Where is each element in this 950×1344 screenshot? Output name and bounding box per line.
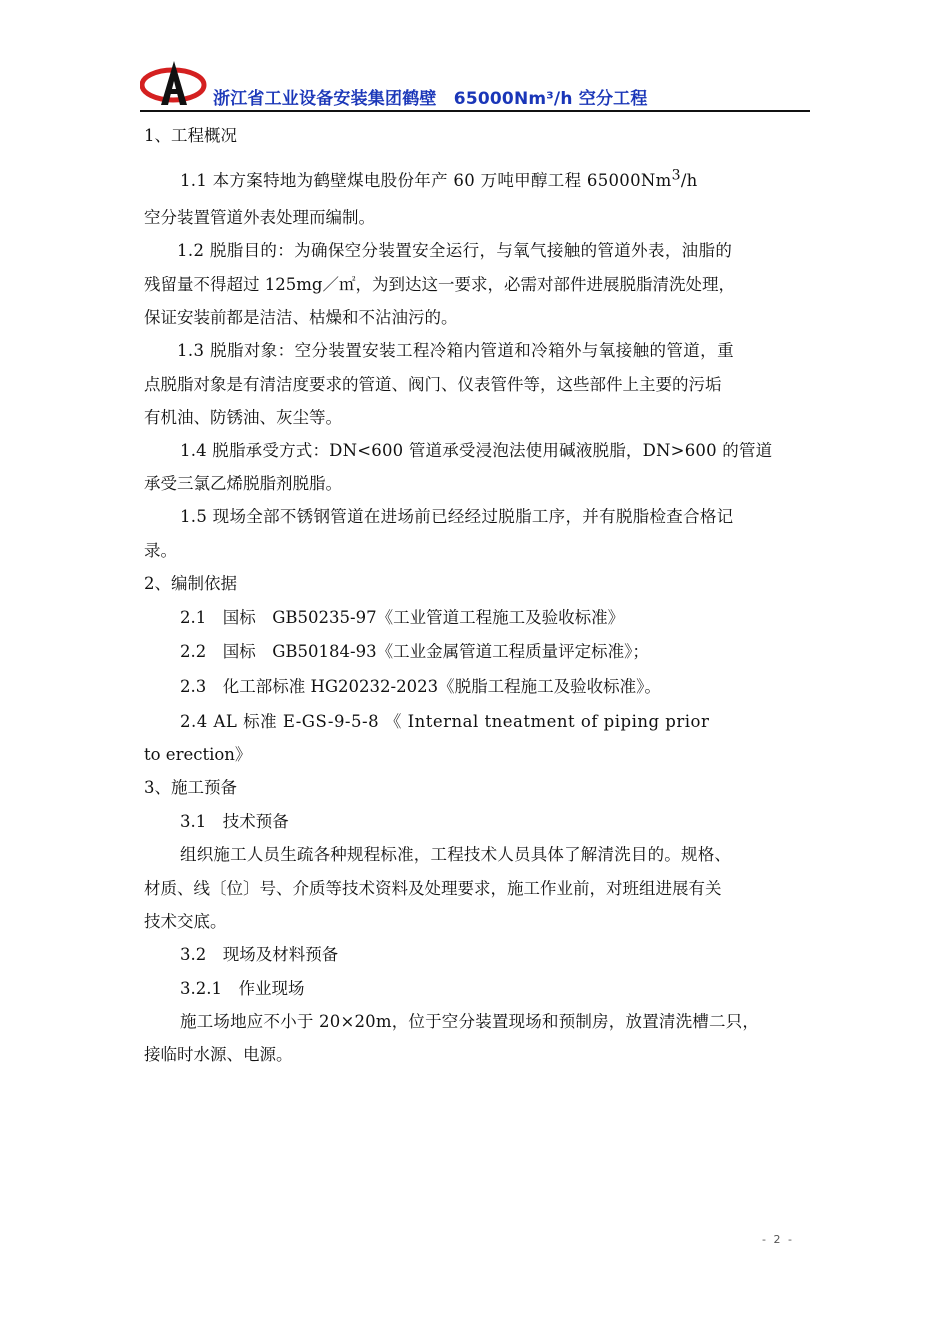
subsection-3-2-1-heading: 3.2.1 作业现场 bbox=[180, 979, 305, 998]
paragraph-1-4-line-1: 1.4 脱脂承受方式：DN<600 管道承受浸泡法使用碱液脱脂，DN>600 的管道 bbox=[180, 441, 773, 460]
reference-2-2: 2.2 国标 GB50184-93《工业金属管道工程质量评定标准》； bbox=[180, 642, 649, 661]
section-3-heading: 3、施工预备 bbox=[144, 778, 237, 797]
company-logo-icon bbox=[140, 55, 210, 107]
section-1-heading: 1、工程概况 bbox=[144, 126, 237, 145]
paragraph-1-5-line-1: 1.5 现场全部不锈钢管道在进场前已经经过脱脂工序，并有脱脂检查合格记 bbox=[180, 507, 734, 526]
reference-2-1: 2.1 国标 GB50235-97《工业管道工程施工及验收标准》 bbox=[180, 608, 625, 627]
header-title: 浙江省工业设备安装集团鹤壁 65000Nm³/h 空分工程 bbox=[213, 89, 648, 109]
reference-2-3: 2.3 化工部标准 HG20232-2023《脱脂工程施工及验收标准》。 bbox=[180, 677, 661, 696]
paragraph-1-1 bbox=[180, 167, 698, 191]
paragraph-1-1-cont: 空分装置管道外表处理而编制。 bbox=[144, 208, 375, 227]
paragraph-1-3-line-2: 点脱脂对象是有清洁度要求的管道、阀门、仪表管件等，这些部件上主要的污垢 bbox=[144, 375, 722, 394]
paragraph-1-3-line-3: 有机油、防锈油、灰尘等。 bbox=[144, 408, 342, 427]
page-header bbox=[140, 55, 810, 113]
paragraph-1-5-line-2: 录。 bbox=[144, 541, 177, 560]
paragraph-3-2-1-line-1: 施工场地应不小于 20×20m，位于空分装置现场和预制房，放置清洗槽二只， bbox=[180, 1012, 760, 1031]
subsection-3-1-heading: 3.1 技术预备 bbox=[180, 812, 289, 831]
paragraph-1-2-line-3: 保证安装前都是洁洁、枯燥和不沾油污的。 bbox=[144, 308, 458, 327]
paragraph-3-1-line-2: 材质、线〔位〕号、介质等技术资料及处理要求，施工作业前，对班组进展有关 bbox=[144, 879, 722, 898]
subsection-3-2-heading: 3.2 现场及材料预备 bbox=[180, 945, 339, 964]
paragraph-3-2-1-line-2: 接临时水源、电源。 bbox=[144, 1045, 293, 1064]
paragraph-1-2-line-1: 1.2 脱脂目的：为确保空分装置安全运行，与氧气接触的管道外表，油脂的 bbox=[177, 241, 733, 260]
header-divider bbox=[140, 110, 810, 112]
paragraph-3-1-line-3: 技术交底。 bbox=[144, 912, 227, 931]
paragraph-1-4-line-2: 承受三氯乙烯脱脂剂脱脂。 bbox=[144, 474, 342, 493]
paragraph-3-1-line-1: 组织施工人员生疏各种规程标准，工程技术人员具体了解清洗目的。规格、 bbox=[180, 845, 732, 864]
paragraph-1-1-text: 1.1 本方案特地为鹤壁煤电股份年产 60 万吨甲醇工程 65000Nm bbox=[180, 171, 672, 190]
section-2-heading: 2、编制依据 bbox=[144, 574, 237, 593]
reference-2-4-line-2: to erection》 bbox=[144, 745, 252, 764]
reference-2-4-line-1: 2.4 AL 标准 E-GS-9-5-8 《 Internal tneatment of piping prior bbox=[180, 712, 710, 731]
paragraph-1-2-line-2: 残留量不得超过 125mg／㎡，为到达这一要求，必需对部件进展脱脂清洗处理， bbox=[144, 275, 735, 294]
superscript-3: 3 bbox=[671, 167, 681, 184]
paragraph-1-1-unit: /h bbox=[680, 171, 698, 190]
paragraph-1-3-line-1: 1.3 脱脂对象：空分装置安装工程冷箱内管道和冷箱外与氧接触的管道，重 bbox=[177, 341, 734, 360]
page-number: - 2 - bbox=[762, 1233, 794, 1246]
